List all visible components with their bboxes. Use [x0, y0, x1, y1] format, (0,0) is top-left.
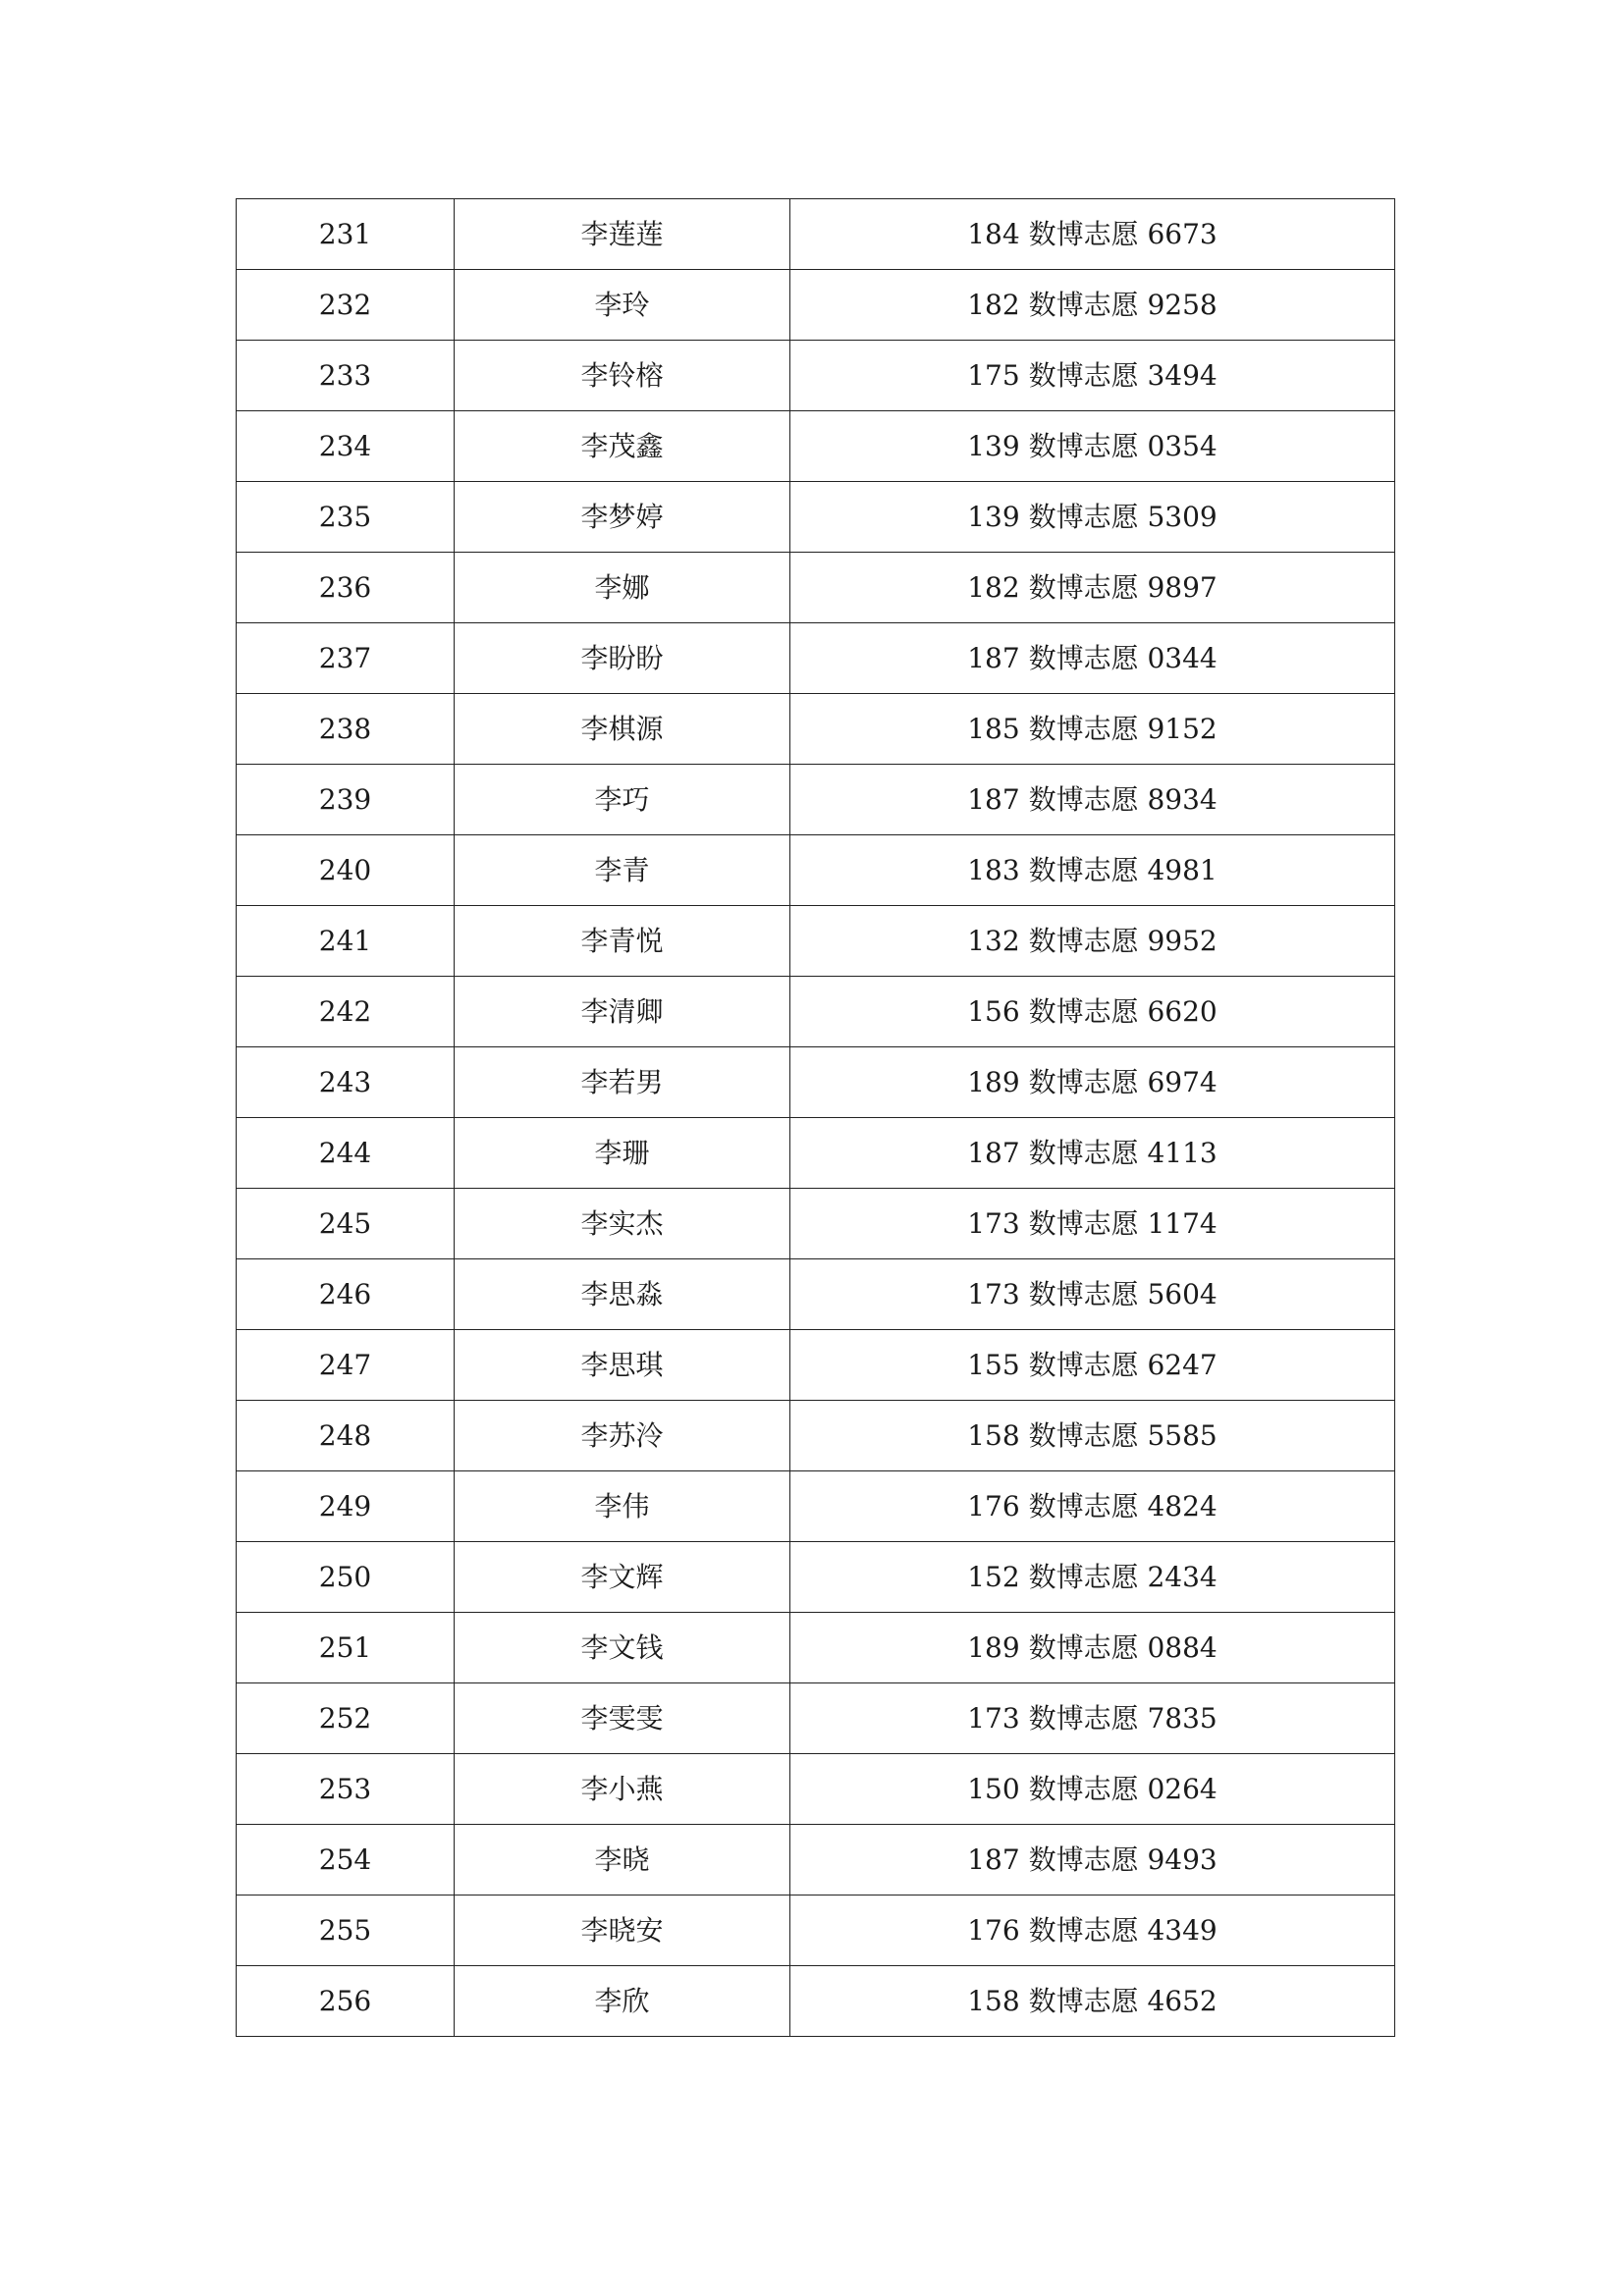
table-row: [237, 1683, 1395, 1754]
table-row: [237, 765, 1395, 835]
volunteer-phone: 187 数博志愿 9493: [790, 1825, 1395, 1896]
volunteer-phone: 176 数博志愿 4349: [790, 1896, 1395, 1966]
volunteer-phone: 182 数博志愿 9258: [790, 270, 1395, 341]
volunteer-phone: 187 数博志愿 4113: [790, 1118, 1395, 1189]
volunteer-phone: 182 数博志愿 9897: [790, 553, 1395, 623]
row-number: 235: [237, 482, 455, 553]
volunteer-name: 李青悦: [455, 906, 790, 977]
volunteer-name: 李莲莲: [455, 199, 790, 270]
row-number: 249: [237, 1471, 455, 1542]
volunteer-name: 李清卿: [455, 977, 790, 1047]
volunteer-name: 李雯雯: [455, 1683, 790, 1754]
volunteer-phone: 139 数博志愿 5309: [790, 482, 1395, 553]
table-row: [237, 1259, 1395, 1330]
volunteer-phone: 152 数博志愿 2434: [790, 1542, 1395, 1613]
volunteer-phone: 176 数博志愿 4824: [790, 1471, 1395, 1542]
volunteer-name: 李若男: [455, 1047, 790, 1118]
table-row: [237, 835, 1395, 906]
volunteer-phone: 132 数博志愿 9952: [790, 906, 1395, 977]
volunteer-name: 李思琪: [455, 1330, 790, 1401]
table-row: [237, 553, 1395, 623]
row-number: 236: [237, 553, 455, 623]
row-number: 253: [237, 1754, 455, 1825]
table-row: [237, 1896, 1395, 1966]
table-row: [237, 1966, 1395, 2037]
volunteer-name: 李青: [455, 835, 790, 906]
volunteer-name: 李伟: [455, 1471, 790, 1542]
volunteer-name: 李实杰: [455, 1189, 790, 1259]
volunteer-name: 李欣: [455, 1966, 790, 2037]
row-number: 231: [237, 199, 455, 270]
row-number: 238: [237, 694, 455, 765]
row-number: 255: [237, 1896, 455, 1966]
volunteer-phone: 150 数博志愿 0264: [790, 1754, 1395, 1825]
volunteer-name: 李梦婷: [455, 482, 790, 553]
volunteer-phone: 173 数博志愿 1174: [790, 1189, 1395, 1259]
row-number: 233: [237, 341, 455, 411]
row-number: 244: [237, 1118, 455, 1189]
row-number: 247: [237, 1330, 455, 1401]
table-row: [237, 1754, 1395, 1825]
row-number: 250: [237, 1542, 455, 1613]
row-number: 256: [237, 1966, 455, 2037]
volunteer-name: 李珊: [455, 1118, 790, 1189]
volunteer-phone: 187 数博志愿 0344: [790, 623, 1395, 694]
row-number: 241: [237, 906, 455, 977]
row-number: 246: [237, 1259, 455, 1330]
row-number: 254: [237, 1825, 455, 1896]
volunteer-phone: 173 数博志愿 7835: [790, 1683, 1395, 1754]
volunteer-name: 李文辉: [455, 1542, 790, 1613]
table-row: [237, 270, 1395, 341]
table-row: [237, 1401, 1395, 1471]
volunteer-phone: 155 数博志愿 6247: [790, 1330, 1395, 1401]
volunteer-phone: 183 数博志愿 4981: [790, 835, 1395, 906]
volunteer-phone: 173 数博志愿 5604: [790, 1259, 1395, 1330]
volunteer-name: 李思淼: [455, 1259, 790, 1330]
table-row: [237, 1118, 1395, 1189]
volunteer-name: 李晓安: [455, 1896, 790, 1966]
volunteer-name: 李小燕: [455, 1754, 790, 1825]
row-number: 251: [237, 1613, 455, 1683]
row-number: 237: [237, 623, 455, 694]
row-number: 239: [237, 765, 455, 835]
table-row: [237, 1330, 1395, 1401]
volunteer-name: 李茂鑫: [455, 411, 790, 482]
volunteer-table-body: [237, 199, 1395, 2037]
row-number: 234: [237, 411, 455, 482]
table-row: [237, 906, 1395, 977]
volunteer-phone: 189 数博志愿 0884: [790, 1613, 1395, 1683]
volunteer-phone: 158 数博志愿 4652: [790, 1966, 1395, 2037]
table-row: [237, 1825, 1395, 1896]
table-row: [237, 1189, 1395, 1259]
volunteer-phone: 156 数博志愿 6620: [790, 977, 1395, 1047]
volunteer-name: 李棋源: [455, 694, 790, 765]
table-row: [237, 1542, 1395, 1613]
table-row: [237, 1047, 1395, 1118]
volunteer-phone: 189 数博志愿 6974: [790, 1047, 1395, 1118]
table-row: [237, 977, 1395, 1047]
table-row: [237, 199, 1395, 270]
row-number: 248: [237, 1401, 455, 1471]
volunteer-name: 李娜: [455, 553, 790, 623]
table-row: [237, 1471, 1395, 1542]
volunteer-phone: 184 数博志愿 6673: [790, 199, 1395, 270]
volunteer-name: 李玲: [455, 270, 790, 341]
table-row: [237, 482, 1395, 553]
volunteer-name: 李铃榕: [455, 341, 790, 411]
volunteer-table: [236, 198, 1395, 2037]
volunteer-name: 李巧: [455, 765, 790, 835]
volunteer-phone: 185 数博志愿 9152: [790, 694, 1395, 765]
volunteer-name: 李文钱: [455, 1613, 790, 1683]
table-row: [237, 1613, 1395, 1683]
volunteer-name: 李苏泠: [455, 1401, 790, 1471]
volunteer-name: 李盼盼: [455, 623, 790, 694]
volunteer-phone: 187 数博志愿 8934: [790, 765, 1395, 835]
row-number: 245: [237, 1189, 455, 1259]
volunteer-phone: 158 数博志愿 5585: [790, 1401, 1395, 1471]
row-number: 232: [237, 270, 455, 341]
volunteer-phone: 175 数博志愿 3494: [790, 341, 1395, 411]
table-row: [237, 411, 1395, 482]
row-number: 252: [237, 1683, 455, 1754]
table-row: [237, 623, 1395, 694]
table-row: [237, 694, 1395, 765]
row-number: 243: [237, 1047, 455, 1118]
volunteer-name: 李晓: [455, 1825, 790, 1896]
table-row: [237, 341, 1395, 411]
row-number: 242: [237, 977, 455, 1047]
row-number: 240: [237, 835, 455, 906]
volunteer-phone: 139 数博志愿 0354: [790, 411, 1395, 482]
